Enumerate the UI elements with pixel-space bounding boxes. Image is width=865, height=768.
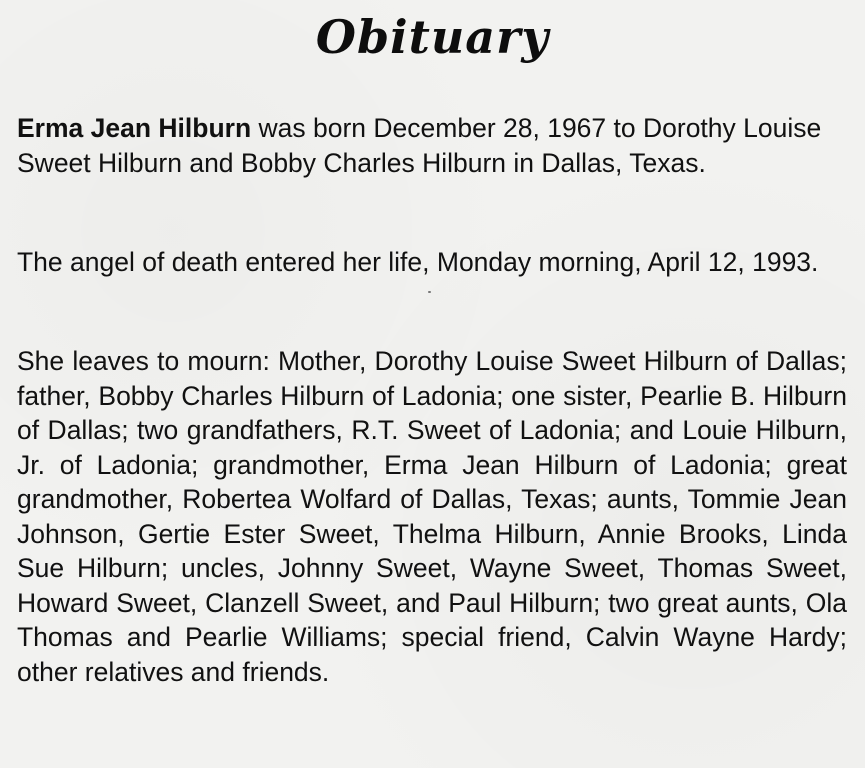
death-paragraph: The angel of death entered her life, Monday morning, April 12, 1993. <box>17 247 819 277</box>
birth-paragraph <box>17 111 847 180</box>
birth-details: was born December 28, 1967 to Dorothy Louise Sweet Hilburn and Bobby Charles Hilburn in Dallas, Texas. <box>17 113 822 178</box>
deceased-name: Erma Jean Hilburn <box>17 113 252 143</box>
page-title: Obituary <box>315 10 550 64</box>
print-speck <box>428 291 431 293</box>
survivors-paragraph: She leaves to mourn: Mother, Dorothy Louise Sweet Hilburn of Dallas; father, Bobby Charles Hilburn of Ladonia; one sister, Pearlie B. Hilburn of Dallas; two grandfathers, R.T. Sweet of Ladonia; and Louie Hilburn, Jr. of Ladonia; grandmother, Erma Jean Hilburn of Ladonia; great grandmother, Robertea Wolfard of Dallas, Texas; aunts, Tommie Jean Johnson, Gertie Ester Sweet, Thelma Hilburn, Annie Brooks, Linda Sue Hilburn; uncles, Johnny Sweet, Wayne Sweet, Thomas Sweet, Howard Sweet, Clanzell Sweet, and Paul Hilburn; two great aunts, Ola Thomas and Pearlie Williams; special friend, Calvin Wayne Hardy; other relatives and friends. <box>17 346 847 687</box>
